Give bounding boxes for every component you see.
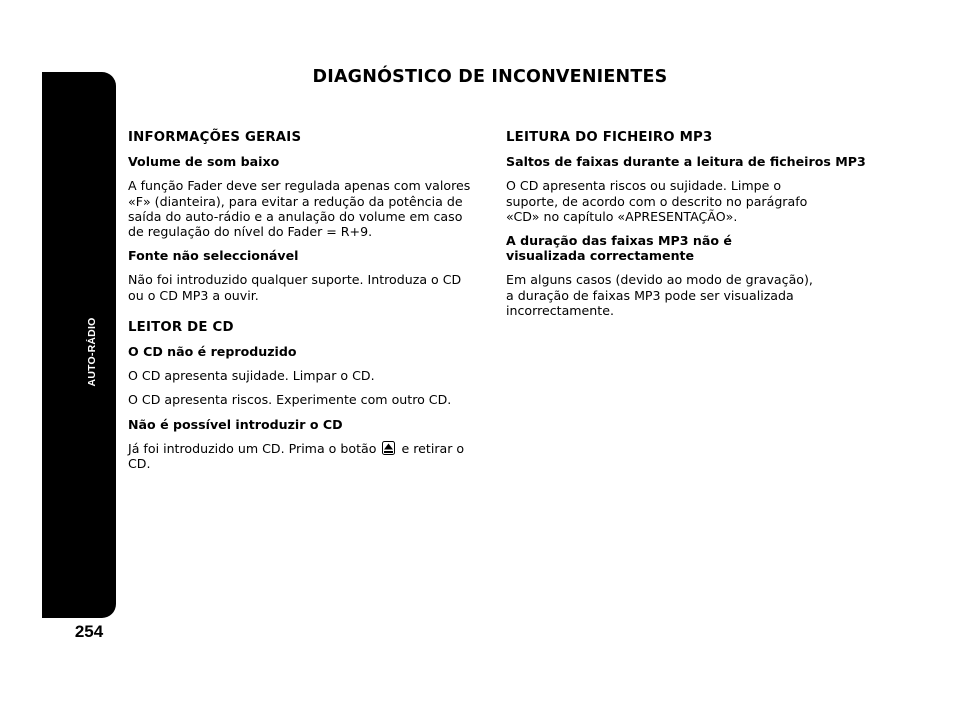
- subheading-cannot-insert-cd: Não é possível introduzir o CD: [128, 416, 343, 432]
- side-tab-label: AUTO-RÁDIO: [86, 317, 98, 387]
- paragraph-mp3-scratched: O CD apresenta riscos ou sujidade. Limpe o suporte, de acordo com o descrito no parágrafo «CD» no capítulo «APRESENTAÇÃO».: [506, 178, 808, 224]
- paragraph-no-media: Não foi introduzido qualquer suporte. Introduza o CD ou o CD MP3 a ouvir.: [128, 272, 462, 303]
- paragraph-eject-cd: [128, 441, 478, 471]
- left-column: [128, 130, 478, 480]
- eject-icon: [382, 441, 395, 455]
- paragraph-cd-dirty: O CD apresenta sujidade. Limpar o CD.: [128, 368, 375, 384]
- paragraph-cd-scratched: O CD apresenta riscos. Experimente com outro CD.: [128, 392, 452, 408]
- section-title-mp3: LEITURA DO FICHEIRO MP3: [506, 130, 713, 145]
- section-title-cd-player: LEITOR DE CD: [128, 319, 234, 335]
- subheading-source-not-selectable: Fonte não seleccionável: [128, 248, 299, 264]
- right-column: [506, 130, 876, 327]
- page-title: DIAGNÓSTICO DE INCONVENIENTES: [312, 67, 668, 87]
- side-tab: [42, 72, 116, 618]
- subheading-cd-not-played: O CD não é reproduzido: [128, 344, 297, 360]
- section-gap: [128, 312, 478, 320]
- page-number: 254: [74, 622, 104, 641]
- paragraph-mp3-duration: Em alguns casos (devido ao modo de gravação), a duração de faixas MP3 pode ser visualizada incorrectamente.: [506, 272, 813, 318]
- paragraph-fader: A função Fader deve ser regulada apenas com valores «F» (dianteira), para evitar a redução da potência de saída do auto-rádio e a anulação do volume em caso de regulação do nível do Fader = R+9.: [128, 178, 471, 240]
- subheading-low-volume: Volume de som baixo: [128, 154, 280, 170]
- subheading-mp3-duration: A duração das faixas MP3 não é visualizada correctamente: [506, 233, 732, 264]
- eject-text-after: e retirar o CD.: [128, 440, 465, 472]
- eject-text-before: Já foi introduzido um CD. Prima o botão: [128, 440, 377, 456]
- subheading-track-skips: Saltos de faixas durante a leitura de ficheiros MP3: [506, 154, 866, 170]
- section-title-general-info: INFORMAÇÕES GERAIS: [128, 130, 302, 145]
